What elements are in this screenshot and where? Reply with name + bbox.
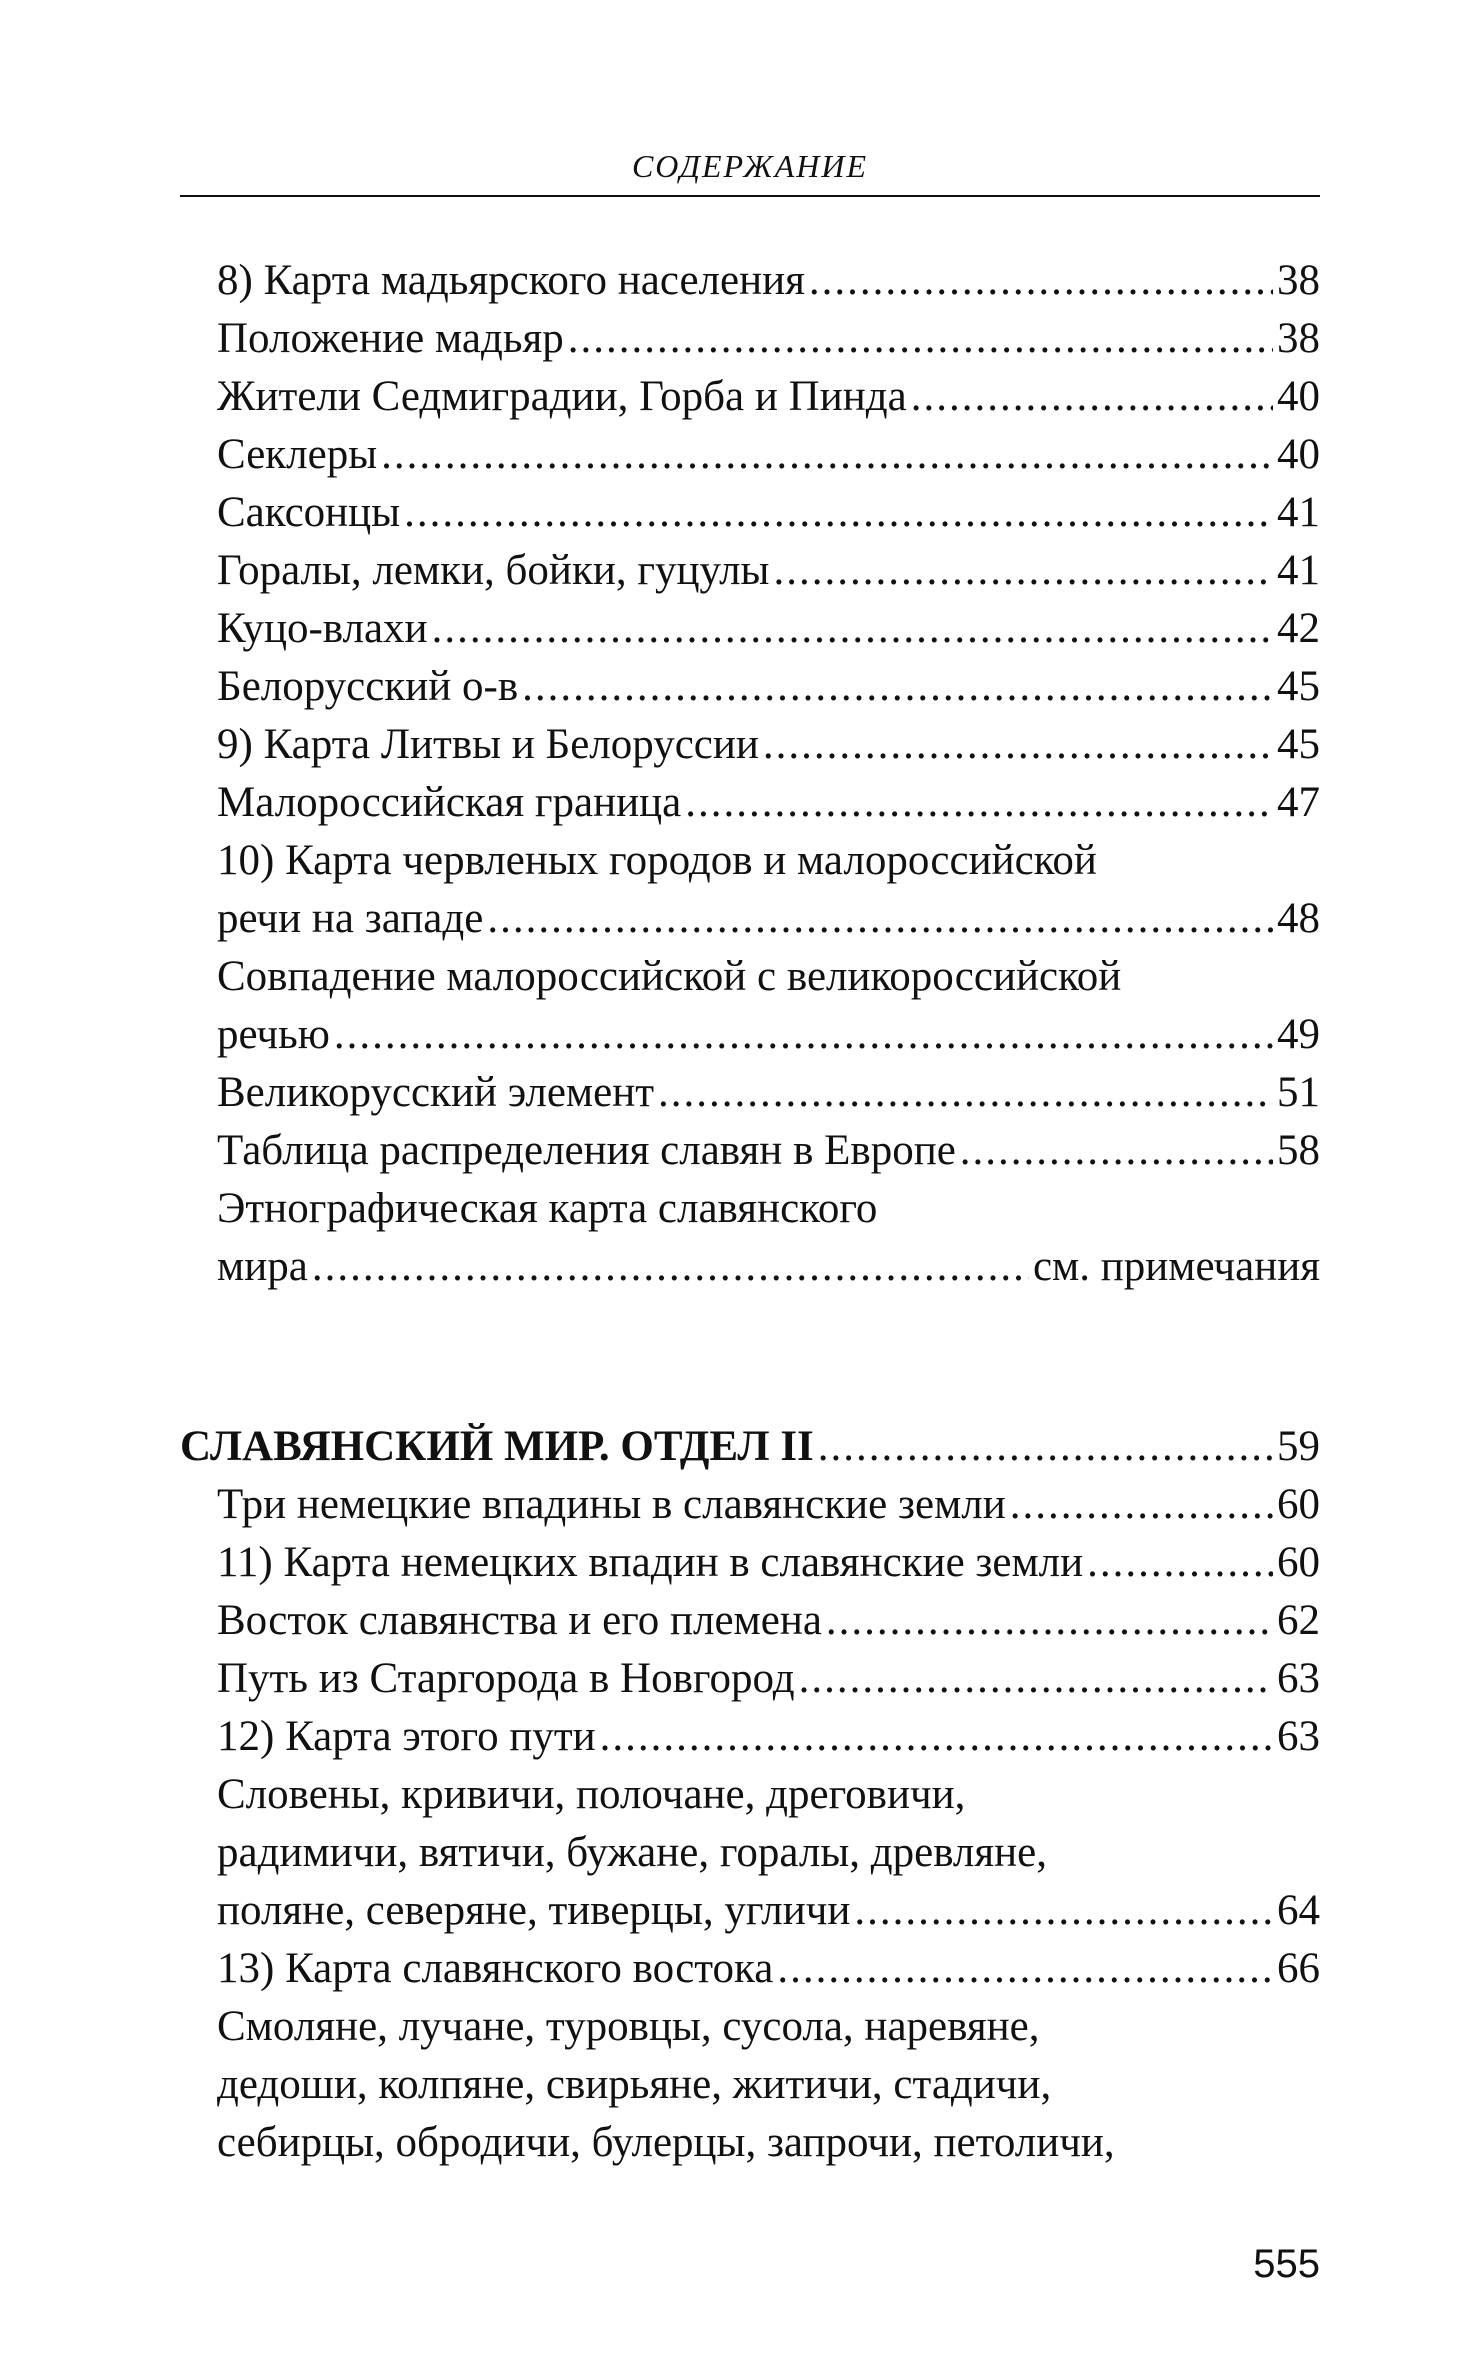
toc-entry [217, 1650, 1320, 1708]
entry-title-line: Этнографическая карта славянского [217, 1185, 878, 1232]
dot-leader [818, 1418, 1273, 1476]
toc-entry [217, 774, 1320, 832]
dot-leader [522, 658, 1273, 716]
entry-title: Путь из Старгорода в Новгород [217, 1655, 795, 1702]
entry-page: 42 [1277, 605, 1320, 652]
page-number: 555 [1253, 2242, 1320, 2286]
entry-page: см. примечания [1032, 1243, 1320, 1290]
dot-leader [854, 1882, 1273, 1940]
entry-title: Великорусский элемент [217, 1069, 655, 1116]
entry-page: 48 [1277, 895, 1320, 942]
entry-title: Таблица распределения славян в Европе [217, 1127, 956, 1174]
entry-page: 40 [1277, 373, 1320, 420]
dot-leader [799, 1650, 1273, 1708]
entry-page: 47 [1277, 779, 1320, 826]
entry-title: речи на западе [217, 895, 484, 942]
toc-entry [217, 310, 1320, 368]
dot-leader [600, 1708, 1273, 1766]
entry-title: Куцо-влахи [217, 605, 428, 652]
entry-page: 60 [1277, 1539, 1320, 1586]
toc-entry [217, 1122, 1320, 1180]
toc-entry [217, 484, 1320, 542]
entry-title: 9) Карта Литвы и Белоруссии [217, 721, 759, 768]
toc-entry [217, 1766, 1320, 1940]
entry-page: 63 [1277, 1713, 1320, 1760]
toc-entry [217, 1708, 1320, 1766]
dot-leader [826, 1592, 1273, 1650]
section-page: 59 [1277, 1423, 1320, 1470]
entry-page: 60 [1277, 1481, 1320, 1528]
entry-page: 64 [1277, 1887, 1320, 1934]
entry-page: 45 [1277, 721, 1320, 768]
entry-title: Восток славянства и его племена [217, 1597, 822, 1644]
entry-title: речью [217, 1011, 330, 1058]
entry-title: 8) Карта мадьярского населения [217, 257, 805, 304]
toc-entry [217, 426, 1320, 484]
dot-leader [777, 1940, 1273, 1998]
entry-title: Саксонцы [217, 489, 401, 536]
toc-entry [217, 1064, 1320, 1122]
entry-title-line: 10) Карта червленых городов и малороссийской [217, 837, 1097, 884]
entry-page: 38 [1277, 257, 1320, 304]
entry-page: 41 [1277, 489, 1320, 536]
entry-page: 41 [1277, 547, 1320, 594]
toc-entry [217, 1940, 1320, 1998]
entry-title-line: Словены, кривичи, полочане, дреговичи, [217, 1771, 966, 1818]
entry-page: 58 [1277, 1127, 1320, 1174]
dot-leader [763, 716, 1273, 774]
header-rule [180, 195, 1320, 197]
entry-title: Малороссийская граница [217, 779, 682, 826]
dot-leader [404, 484, 1273, 542]
toc-entry [217, 832, 1320, 948]
dot-leader [487, 890, 1273, 948]
toc-entry [217, 1180, 1320, 1296]
dot-leader [568, 310, 1273, 368]
toc-entry [217, 600, 1320, 658]
dot-leader [312, 1238, 1029, 1296]
dot-leader [960, 1122, 1273, 1180]
entry-page: 51 [1277, 1069, 1320, 1116]
toc-section-heading [180, 1418, 1320, 1476]
toc-entry [217, 658, 1320, 716]
dot-leader [334, 1006, 1273, 1064]
entry-title: Положение мадьяр [217, 315, 564, 362]
dot-leader [685, 774, 1273, 832]
entry-page: 38 [1277, 315, 1320, 362]
entry-title: 13) Карта славянского востока [217, 1945, 774, 1992]
running-head: СОДЕРЖАНИЕ [631, 148, 869, 184]
entry-title-line: дедоши, колпяне, свирьяне, житичи, стадичи, [217, 2061, 1052, 2108]
toc-entry [217, 716, 1320, 774]
entry-title: поляне, северяне, тиверцы, угличи [217, 1887, 851, 1934]
entry-page: 66 [1277, 1945, 1320, 1992]
entry-page: 49 [1277, 1011, 1320, 1058]
dot-leader [658, 1064, 1273, 1122]
entry-title: Три немецкие впадины в славянские земли [217, 1481, 1006, 1528]
toc-entry [217, 252, 1320, 310]
entry-page: 62 [1277, 1597, 1320, 1644]
toc-entry [217, 1534, 1320, 1592]
dot-leader [773, 542, 1273, 600]
toc-entry [217, 1592, 1320, 1650]
entry-page: 63 [1277, 1655, 1320, 1702]
entry-title: Жители Седмиградии, Горба и Пинда [217, 373, 907, 420]
entry-title-line: себирцы, обродичи, булерцы, запрочи, петоличи, [217, 2119, 1115, 2166]
entry-title: Белорусский о-в [217, 663, 519, 710]
entry-title-line: радимичи, вятичи, бужане, горалы, древляне, [217, 1829, 1048, 1876]
entry-title: 12) Карта этого пути [217, 1713, 596, 1760]
entry-title: Горалы, лемки, бойки, гуцулы [217, 547, 770, 594]
toc-entry [217, 368, 1320, 426]
dot-leader [911, 368, 1273, 426]
entry-title: Секлеры [217, 431, 378, 478]
entry-page: 45 [1277, 663, 1320, 710]
toc-entry [217, 542, 1320, 600]
entry-title: мира [217, 1243, 308, 1290]
entry-page: 40 [1277, 431, 1320, 478]
dot-leader [432, 600, 1273, 658]
toc-entry [217, 1476, 1320, 1534]
entry-title: 11) Карта немецких впадин в славянские земли [217, 1539, 1084, 1586]
section-title: СЛАВЯНСКИЙ МИР. ОТДЕЛ II [180, 1423, 814, 1470]
dot-leader [1010, 1476, 1273, 1534]
entry-title-line: Совпадение малороссийской с великороссийской [217, 953, 1122, 1000]
toc-entry-continued [217, 1998, 1320, 2172]
entry-title-line: Смоляне, лучане, туровцы, сусола, наревяне, [217, 2003, 1040, 2050]
dot-leader [1087, 1534, 1273, 1592]
dot-leader [809, 252, 1273, 310]
dot-leader [381, 426, 1273, 484]
toc-entry [217, 948, 1320, 1064]
